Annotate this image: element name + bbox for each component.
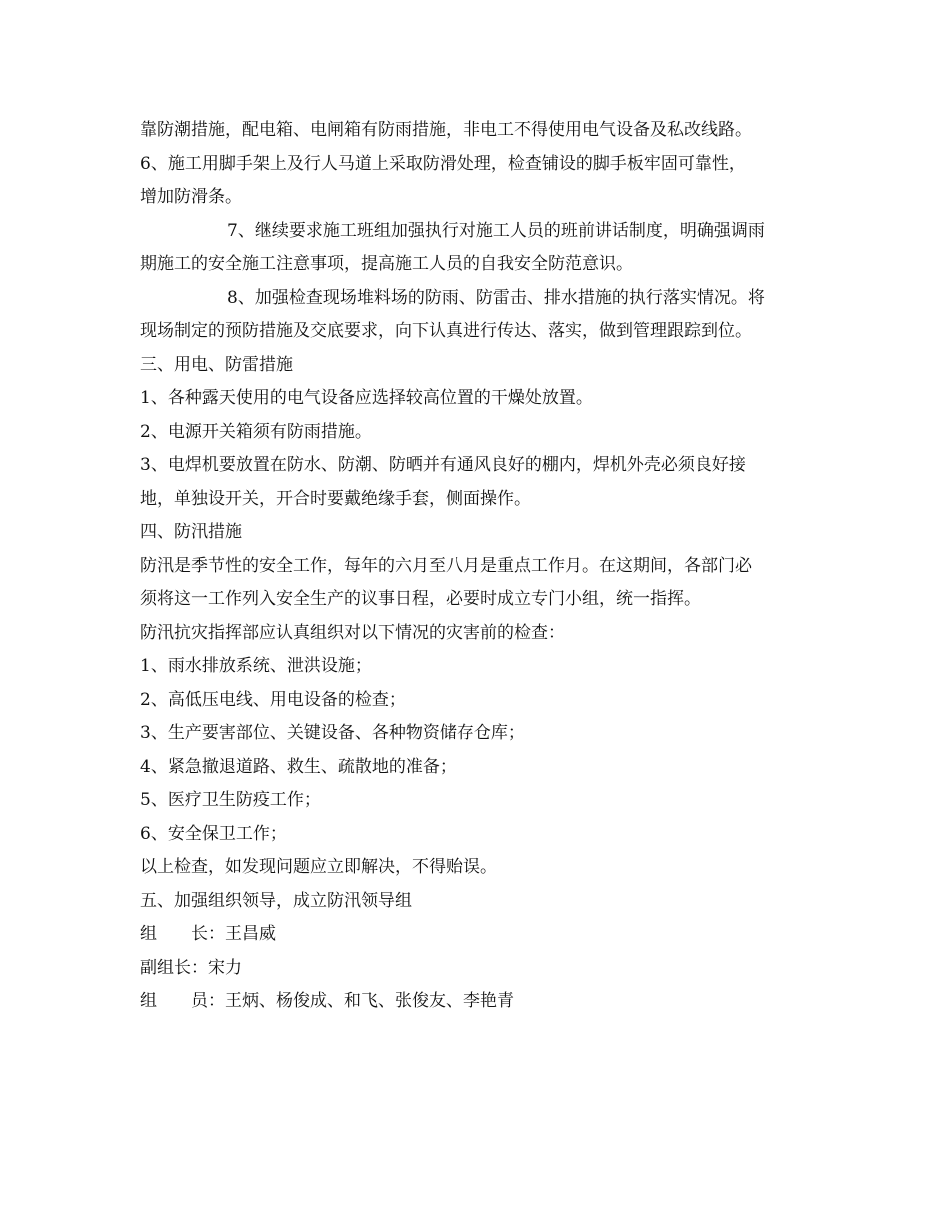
list-item-6: 6、施工用脚手架上及行人马道上采取防滑处理，检查铺设的脚手板牢固可靠性， <box>140 153 746 174</box>
paragraph-line: 防汛抗灾指挥部应认真组织对以下情况的灾害前的检查： <box>140 622 565 643</box>
list-item: 3、生产要害部位、关键设备、各种物资储存仓库； <box>140 723 525 743</box>
team-members-line: 组 员：王炳、杨俊成、和飞、张俊友、李艳青 <box>140 991 514 1011</box>
list-item: 5、医疗卫生防疫工作； <box>140 790 321 810</box>
list-item: 1、各种露天使用的电气设备应选择较高位置的干燥处放置。 <box>140 388 593 408</box>
paragraph-line: 以上检查，如发现问题应立即解决，不得贻误。 <box>140 857 497 877</box>
list-item: 6、安全保卫工作； <box>140 823 287 844</box>
section-heading: 五、加强组织领导，成立防汛领导组 <box>140 890 412 911</box>
list-item-8: 8、加强检查现场堆料场的防雨、防雷击、排水措施的执行落实情况。将 <box>227 287 765 308</box>
list-item: 2、电源开关箱须有防雨措施。 <box>140 421 372 442</box>
team-leader-line: 组 长：王昌威 <box>140 924 276 944</box>
document-body <box>140 114 812 1019</box>
paragraph-line: 须将这一工作列入安全生产的议事日程，必要时成立专门小组，统一指挥。 <box>140 589 701 609</box>
paragraph-line: 增加防滑条。 <box>140 187 242 207</box>
section-heading: 四、防汛措施 <box>140 522 242 542</box>
paragraph-line: 地，单独设开关，开合时要戴绝缘手套，侧面操作。 <box>140 488 531 509</box>
list-item: 2、高低压电线、用电设备的检查； <box>140 689 406 710</box>
list-item: 4、紧急撤退道路、救生、疏散地的准备； <box>140 756 457 777</box>
paragraph-line: 期施工的安全施工注意事项，提高施工人员的自我安全防范意识。 <box>140 254 633 274</box>
section-heading: 三、用电、防雷措施 <box>140 354 293 375</box>
list-item-7: 7、继续要求施工班组加强执行对施工人员的班前讲话制度，明确强调雨 <box>227 220 765 241</box>
deputy-leader-line: 副组长：宋力 <box>140 957 242 978</box>
paragraph-line: 现场制定的预防措施及交底要求，向下认真进行传达、落实，做到管理跟踪到位。 <box>140 321 752 341</box>
list-item: 1、雨水排放系统、泄洪设施； <box>140 656 372 676</box>
paragraph-line: 靠防潮措施，配电箱、电闸箱有防雨措施，非电工不得使用电气设备及私改线路。 <box>140 120 752 140</box>
list-item: 3、电焊机要放置在防水、防潮、防晒并有通风良好的棚内，焊机外壳必须良好接 <box>140 455 746 475</box>
paragraph-line: 防汛是季节性的安全工作，每年的六月至八月是重点工作月。在这期间，各部门必 <box>140 555 752 576</box>
